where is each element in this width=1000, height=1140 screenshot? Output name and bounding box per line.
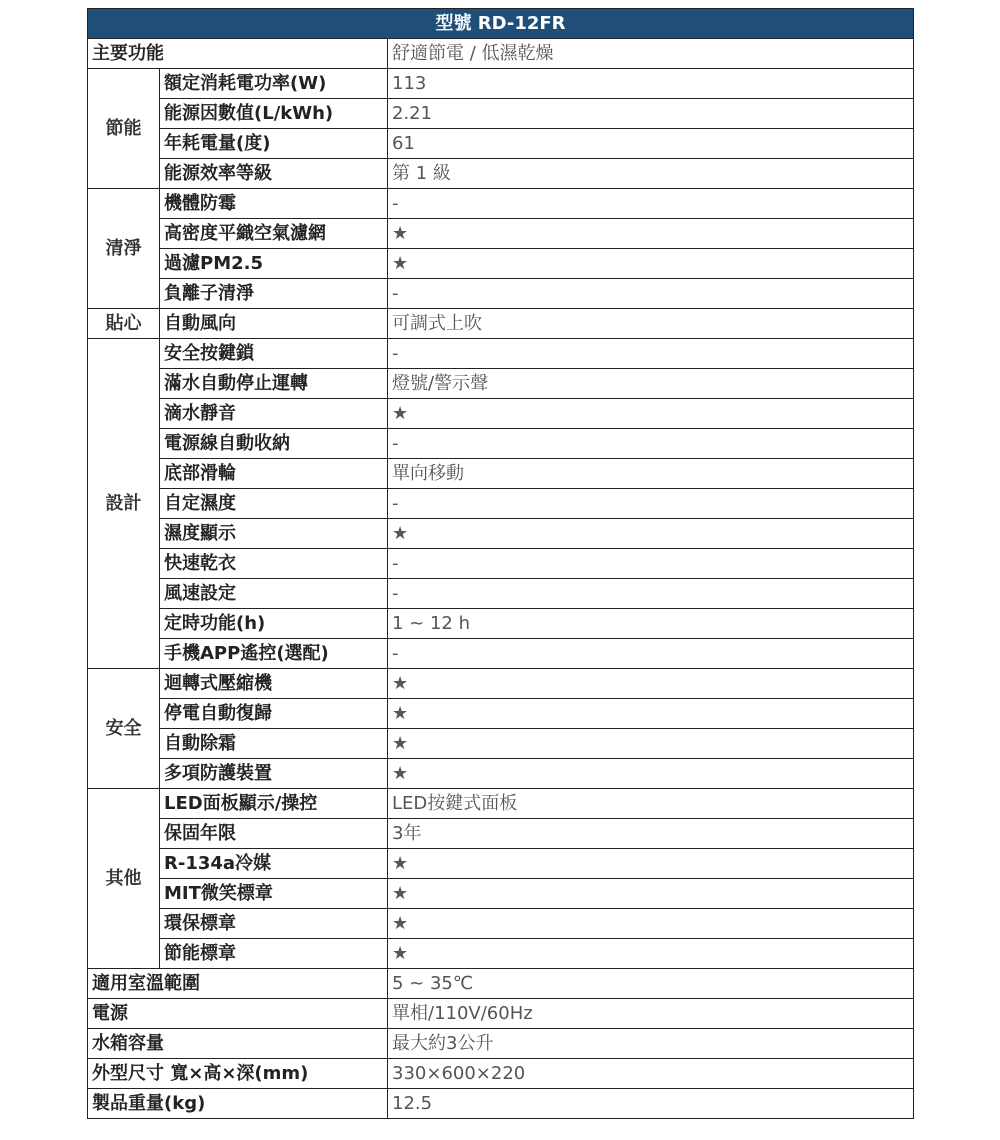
feature-label: 年耗電量(度)	[160, 129, 388, 159]
feature-value: -	[388, 429, 914, 459]
feature-value: ★	[388, 729, 914, 759]
spec-row	[88, 999, 914, 1029]
feature-label: 快速乾衣	[160, 549, 388, 579]
spec-row	[88, 579, 914, 609]
spec-row	[88, 249, 914, 279]
feature-value: 3年	[388, 819, 914, 849]
spec-row	[88, 789, 914, 819]
feature-value: 61	[388, 129, 914, 159]
spec-value: 12.5	[388, 1089, 914, 1119]
feature-value: 可調式上吹	[388, 309, 914, 339]
spec-label: 外型尺寸 寬×高×深(mm)	[88, 1059, 388, 1089]
feature-value: -	[388, 579, 914, 609]
feature-label: 滿水自動停止運轉	[160, 369, 388, 399]
spec-row	[88, 1059, 914, 1089]
feature-value: -	[388, 489, 914, 519]
spec-value: 最大約3公升	[388, 1029, 914, 1059]
feature-label: 環保標章	[160, 909, 388, 939]
spec-row	[88, 909, 914, 939]
feature-value: -	[388, 189, 914, 219]
feature-label: 節能標章	[160, 939, 388, 969]
feature-value: ★	[388, 249, 914, 279]
spec-row	[88, 219, 914, 249]
feature-label: 機體防霉	[160, 189, 388, 219]
feature-label: 負離子清淨	[160, 279, 388, 309]
feature-label: 多項防護裝置	[160, 759, 388, 789]
spec-label: 適用室溫範圍	[88, 969, 388, 999]
feature-value: ★	[388, 699, 914, 729]
feature-label: 過濾PM2.5	[160, 249, 388, 279]
spec-value: 單相/110V/60Hz	[388, 999, 914, 1029]
feature-value: ★	[388, 939, 914, 969]
spec-row	[88, 159, 914, 189]
feature-value: ★	[388, 849, 914, 879]
feature-value: -	[388, 639, 914, 669]
spec-row	[88, 309, 914, 339]
feature-value: 第 1 級	[388, 159, 914, 189]
spec-body	[88, 39, 914, 1119]
feature-label: 停電自動復歸	[160, 699, 388, 729]
spec-row	[88, 129, 914, 159]
feature-value: -	[388, 339, 914, 369]
feature-value: ★	[388, 759, 914, 789]
spec-table	[87, 8, 914, 1119]
feature-label: 安全按鍵鎖	[160, 339, 388, 369]
feature-value: -	[388, 279, 914, 309]
feature-value: 燈號/警示聲	[388, 369, 914, 399]
feature-label: 濕度顯示	[160, 519, 388, 549]
spec-row	[88, 939, 914, 969]
feature-value: ★	[388, 219, 914, 249]
spec-row	[88, 639, 914, 669]
feature-value: 單向移動	[388, 459, 914, 489]
category-label: 安全	[88, 669, 160, 789]
spec-row	[88, 1029, 914, 1059]
spec-row	[88, 609, 914, 639]
spec-row	[88, 69, 914, 99]
spec-row	[88, 399, 914, 429]
feature-label: 底部滑輪	[160, 459, 388, 489]
spec-row	[88, 279, 914, 309]
spec-row	[88, 1089, 914, 1119]
category-label: 其他	[88, 789, 160, 969]
spec-row	[88, 339, 914, 369]
feature-label: 額定消耗電功率(W)	[160, 69, 388, 99]
spec-row	[88, 669, 914, 699]
category-label: 清淨	[88, 189, 160, 309]
category-label: 貼心	[88, 309, 160, 339]
feature-label: 自定濕度	[160, 489, 388, 519]
feature-value: ★	[388, 519, 914, 549]
feature-value: 113	[388, 69, 914, 99]
feature-label: 手機APP遙控(選配)	[160, 639, 388, 669]
feature-value: ★	[388, 669, 914, 699]
category-label: 設計	[88, 339, 160, 669]
title-row	[88, 9, 914, 39]
spec-value: 330×600×220	[388, 1059, 914, 1089]
main-function-label: 主要功能	[88, 39, 388, 69]
feature-label: LED面板顯示/操控	[160, 789, 388, 819]
spec-row	[88, 99, 914, 129]
spec-row	[88, 489, 914, 519]
spec-row	[88, 549, 914, 579]
feature-value: ★	[388, 879, 914, 909]
spec-row	[88, 819, 914, 849]
feature-label: 滴水靜音	[160, 399, 388, 429]
feature-label: 風速設定	[160, 579, 388, 609]
spec-row	[88, 879, 914, 909]
spec-row	[88, 759, 914, 789]
feature-label: 保固年限	[160, 819, 388, 849]
spec-label: 電源	[88, 999, 388, 1029]
feature-value: 1 ~ 12 h	[388, 609, 914, 639]
spec-row	[88, 729, 914, 759]
feature-value: LED按鍵式面板	[388, 789, 914, 819]
feature-label: MIT微笑標章	[160, 879, 388, 909]
spec-row	[88, 519, 914, 549]
feature-label: 高密度平織空氣濾網	[160, 219, 388, 249]
spec-row	[88, 699, 914, 729]
feature-label: 自動除霜	[160, 729, 388, 759]
feature-value: -	[388, 549, 914, 579]
feature-label: 電源線自動收納	[160, 429, 388, 459]
spec-label: 製品重量(kg)	[88, 1089, 388, 1119]
spec-row	[88, 849, 914, 879]
feature-label: R-134a冷媒	[160, 849, 388, 879]
spec-row	[88, 459, 914, 489]
feature-label: 能源效率等級	[160, 159, 388, 189]
spec-row	[88, 369, 914, 399]
category-label: 節能	[88, 69, 160, 189]
feature-label: 自動風向	[160, 309, 388, 339]
main-function-row	[88, 39, 914, 69]
feature-label: 能源因數值(L/kWh)	[160, 99, 388, 129]
feature-value: ★	[388, 909, 914, 939]
feature-label: 定時功能(h)	[160, 609, 388, 639]
spec-row	[88, 189, 914, 219]
feature-value: 2.21	[388, 99, 914, 129]
spec-label: 水箱容量	[88, 1029, 388, 1059]
spec-value: 5 ~ 35℃	[388, 969, 914, 999]
feature-label: 迴轉式壓縮機	[160, 669, 388, 699]
main-function-value: 舒適節電 / 低濕乾燥	[388, 39, 914, 69]
spec-row	[88, 429, 914, 459]
model-title: 型號 RD-12FR	[88, 9, 914, 39]
spec-row	[88, 969, 914, 999]
feature-value: ★	[388, 399, 914, 429]
